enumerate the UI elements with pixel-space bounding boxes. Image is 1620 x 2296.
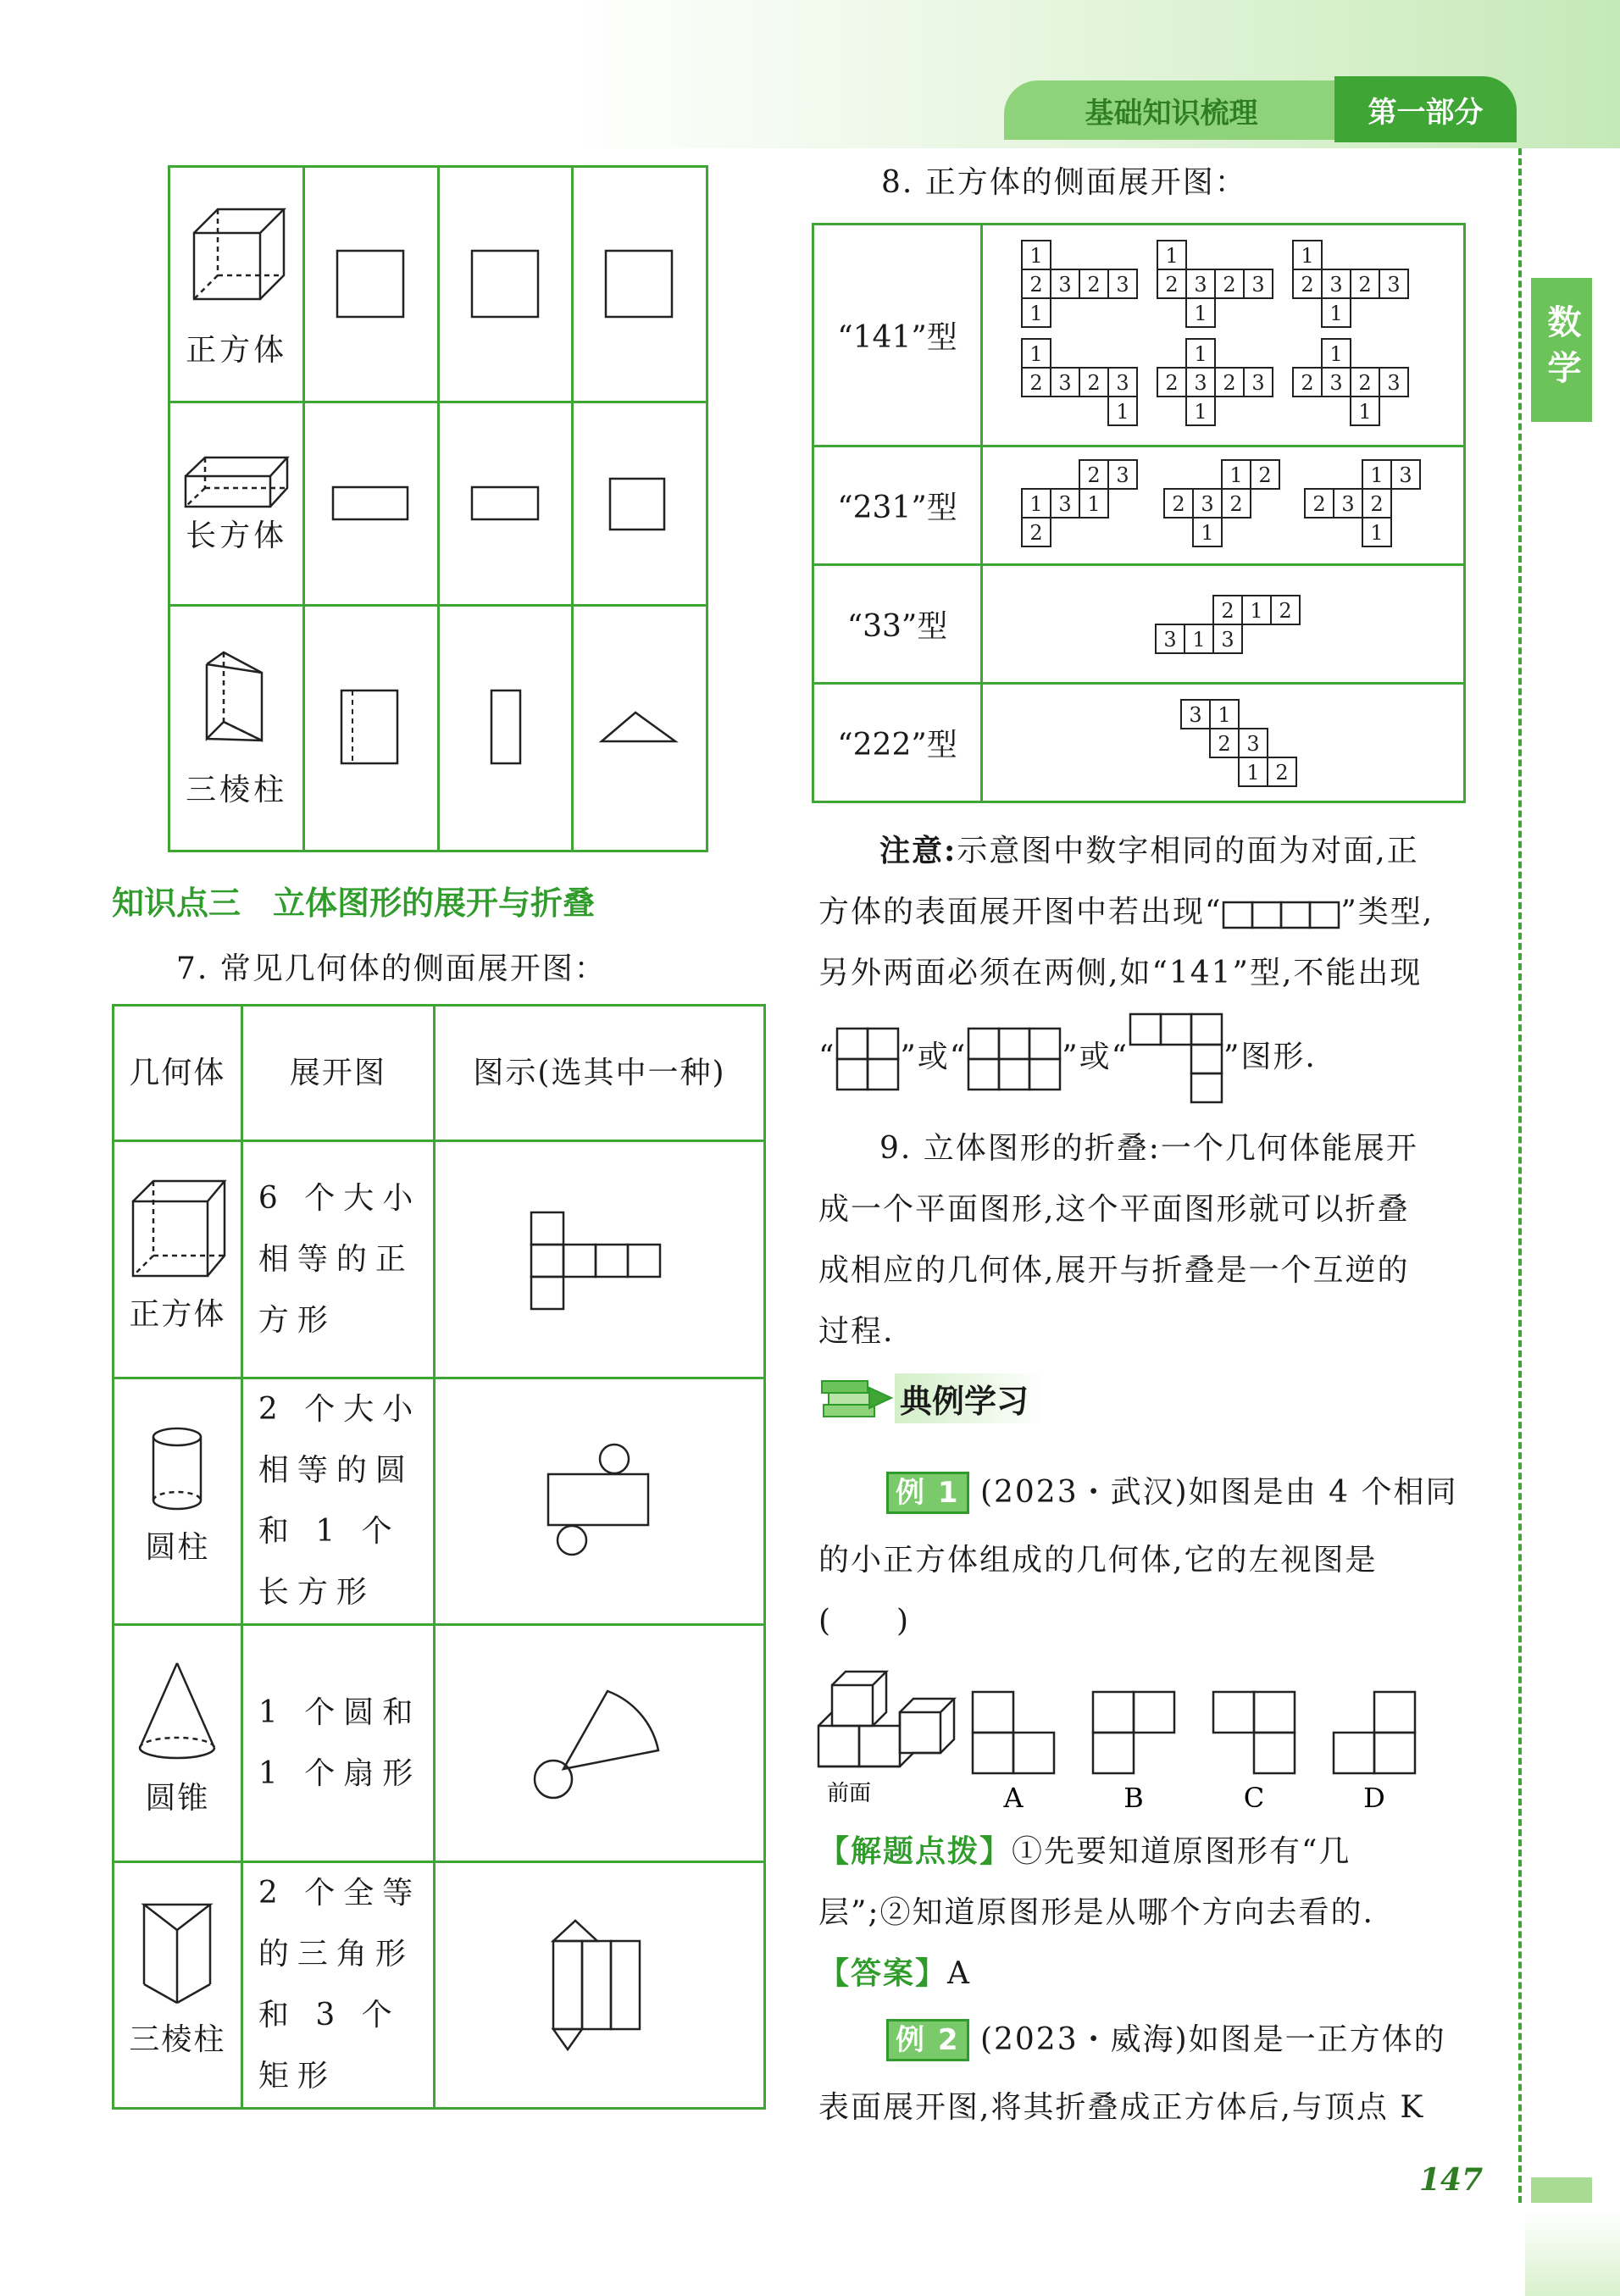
answer-value: A <box>947 1956 972 1991</box>
svg-text:1: 1 <box>1200 520 1214 545</box>
net-diagrams-cell <box>982 684 1465 802</box>
net-cell <box>1186 368 1215 397</box>
svg-text:1: 1 <box>1029 301 1043 325</box>
item-9-line: 过程. <box>818 1314 895 1349</box>
net-cell <box>1305 489 1334 518</box>
solid-name: 长方体 <box>186 519 288 553</box>
solid-cell <box>114 1141 242 1378</box>
triangle-view-icon <box>597 707 682 750</box>
svg-text:2: 2 <box>1086 272 1101 297</box>
svg-text:2: 2 <box>1086 370 1101 395</box>
net-diagram-cell <box>434 1141 764 1378</box>
net-cell <box>1268 757 1296 786</box>
option-label: C <box>1243 1782 1265 1813</box>
cube-net-icon <box>527 1209 671 1311</box>
net-cell <box>1022 339 1051 368</box>
examples-heading <box>818 1373 1046 1423</box>
item-9-line: 成相应的几何体,展开与折叠是一个互逆的 <box>818 1253 1410 1288</box>
solid-cell <box>169 402 304 606</box>
svg-text:1: 1 <box>1193 399 1207 424</box>
note-text: 方体的表面展开图中若出现“ <box>818 895 1223 929</box>
net-cell <box>1362 518 1391 546</box>
prism-icon <box>198 647 275 766</box>
answer-label: 【答案】 <box>818 1956 948 1991</box>
net-cell <box>1213 596 1242 624</box>
net-cell <box>1242 596 1271 624</box>
svg-text:2: 2 <box>1222 272 1236 297</box>
subject-label: 数学 <box>1542 304 1581 396</box>
net-cell <box>1157 269 1186 298</box>
svg-text:1: 1 <box>1086 491 1101 516</box>
net-cell <box>1022 298 1051 327</box>
net-cell <box>1156 624 1184 653</box>
svg-text:2: 2 <box>1300 370 1314 395</box>
view-cell <box>438 167 572 402</box>
svg-text:2: 2 <box>1029 520 1043 545</box>
net-cell <box>1213 624 1242 653</box>
header-section-label: 基础知识梳理 <box>1085 96 1258 130</box>
t-shape-icon <box>1129 1012 1223 1106</box>
type-231-nets <box>1012 455 1435 557</box>
svg-text:2: 2 <box>1357 370 1372 395</box>
books-icon <box>818 1373 895 1423</box>
nets-table <box>112 1004 766 2110</box>
view-cell <box>573 167 707 402</box>
svg-text:2: 2 <box>1357 272 1372 297</box>
net-cell <box>1079 489 1108 518</box>
type-222-nets <box>1012 696 1435 790</box>
footer-band <box>1525 2211 1620 2296</box>
cube-net-types-table <box>812 223 1466 803</box>
net-cell <box>1322 339 1351 368</box>
hint-label: 【解题点拨】 <box>818 1834 1012 1869</box>
net-cell <box>1351 397 1379 425</box>
svg-text:2: 2 <box>1222 370 1236 395</box>
net-diagrams-cell <box>982 446 1465 565</box>
prism-net-icon <box>548 1917 650 2053</box>
net-cell <box>1108 368 1137 397</box>
net-diagram-cell <box>434 1378 764 1625</box>
type-label: “33”型 <box>813 565 982 684</box>
view-cell <box>304 606 439 851</box>
svg-text:2: 2 <box>1257 463 1272 487</box>
svg-text:1: 1 <box>1300 243 1314 268</box>
note-text: ”类型, <box>1340 895 1434 929</box>
cylinder-icon <box>147 1424 207 1517</box>
option-d-figure <box>1334 1692 1415 1773</box>
examples-title: 典例学习 <box>895 1373 1046 1423</box>
view-cell <box>573 402 707 606</box>
example-1-solution <box>818 1822 1471 2005</box>
svg-text:1: 1 <box>1329 301 1343 325</box>
svg-text:3: 3 <box>1220 627 1234 652</box>
svg-text:3: 3 <box>1246 731 1260 756</box>
footer-bar <box>1531 2177 1592 2203</box>
cone-icon <box>135 1658 219 1768</box>
cube-icon <box>126 1174 228 1284</box>
svg-text:1: 1 <box>1329 341 1343 366</box>
example-1-text: (2023・武汉)如图是由 4 个相同 <box>979 1475 1458 1510</box>
example-1-tag: 例 1 <box>886 1472 969 1514</box>
net-cell <box>1051 269 1079 298</box>
svg-text:1: 1 <box>1164 243 1179 268</box>
cuboid-icon <box>181 452 291 512</box>
type-33-nets <box>1012 591 1435 658</box>
item-9 <box>818 1118 1471 1362</box>
svg-text:3: 3 <box>1057 370 1072 395</box>
svg-text:2: 2 <box>1300 272 1314 297</box>
net-cell <box>1186 397 1215 425</box>
example-1 <box>818 1462 1471 1652</box>
prism-side-view-icon <box>485 686 527 771</box>
header-part-label: 第一部分 <box>1368 95 1484 130</box>
type-141-nets <box>1012 234 1435 437</box>
net-cell <box>1079 460 1108 489</box>
solid-name: 正方体 <box>129 1296 226 1332</box>
net-cell <box>1379 269 1408 298</box>
svg-text:1: 1 <box>1191 627 1206 652</box>
net-cell <box>1215 269 1244 298</box>
net-cell <box>1251 460 1279 489</box>
net-cell <box>1051 489 1079 518</box>
cylinder-net-icon <box>540 1442 658 1561</box>
header-section-tab <box>1004 80 1339 140</box>
note-text: “ <box>818 1040 836 1074</box>
svg-text:2: 2 <box>1164 370 1179 395</box>
option-label: B <box>1123 1782 1144 1813</box>
svg-text:2: 2 <box>1274 760 1289 785</box>
svg-text:3: 3 <box>1329 272 1343 297</box>
svg-text:3: 3 <box>1200 491 1214 516</box>
option-c-figure <box>1213 1692 1295 1773</box>
svg-text:3: 3 <box>1386 272 1401 297</box>
net-cell <box>1210 700 1239 729</box>
item-7: 7. 常见几何体的侧面展开图： <box>176 951 607 986</box>
svg-text:1: 1 <box>1029 243 1043 268</box>
four-in-row-icon <box>1222 899 1340 929</box>
svg-text:2: 2 <box>1217 731 1231 756</box>
net-cell <box>1157 368 1186 397</box>
svg-text:2: 2 <box>1029 272 1043 297</box>
svg-text:3: 3 <box>1162 627 1177 652</box>
header-cell: 展开图 <box>241 1006 434 1141</box>
svg-text:3: 3 <box>1115 463 1129 487</box>
net-cell <box>1108 397 1137 425</box>
net-cell <box>1239 729 1268 757</box>
solid-cell <box>114 1862 242 2109</box>
svg-text:2: 2 <box>1278 598 1292 623</box>
svg-text:2: 2 <box>1164 272 1179 297</box>
net-cell <box>1051 368 1079 397</box>
views-table <box>168 165 708 852</box>
solid-name: 三棱柱 <box>129 2022 226 2057</box>
svg-text:2: 2 <box>1229 491 1243 516</box>
solid-name: 圆柱 <box>145 1530 210 1565</box>
svg-text:2: 2 <box>1312 491 1326 516</box>
svg-text:1: 1 <box>1246 760 1260 785</box>
note-text: 示意图中数字相同的面为对面,正 <box>957 834 1419 868</box>
svg-text:1: 1 <box>1217 702 1231 727</box>
square-view-icon <box>606 474 674 534</box>
net-cell <box>1108 460 1137 489</box>
net-cell <box>1293 269 1322 298</box>
net-diagram-cell <box>434 1862 764 2109</box>
svg-text:1: 1 <box>1115 399 1129 424</box>
note-text: ”图形. <box>1223 1040 1317 1074</box>
net-cell <box>1186 298 1215 327</box>
margin-dashed-line <box>1518 148 1522 2203</box>
net-cell <box>1239 757 1268 786</box>
net-cell <box>1022 518 1051 546</box>
svg-text:2: 2 <box>1086 463 1101 487</box>
svg-text:2: 2 <box>1220 598 1234 623</box>
rectangle-view-icon <box>329 483 413 525</box>
hint-text: 层”;②知道原图形是从哪个方向去看的. <box>818 1895 1374 1930</box>
net-cell <box>1186 339 1215 368</box>
svg-text:1: 1 <box>1193 301 1207 325</box>
net-cell <box>1322 269 1351 298</box>
example-2-text: (2023・威海)如图是一正方体的 <box>979 2022 1446 2057</box>
net-diagrams-cell <box>982 565 1465 684</box>
svg-text:3: 3 <box>1057 272 1072 297</box>
net-cell <box>1293 368 1322 397</box>
example-2 <box>818 2010 1471 2138</box>
net-cell <box>1157 241 1186 269</box>
view-cell <box>304 402 439 606</box>
net-cell <box>1215 368 1244 397</box>
svg-text:3: 3 <box>1057 491 1072 516</box>
net-cell <box>1222 460 1251 489</box>
net-cell <box>1244 269 1273 298</box>
svg-text:3: 3 <box>1251 370 1265 395</box>
svg-text:3: 3 <box>1340 491 1355 516</box>
note-label: 注意: <box>879 833 957 868</box>
item-8: 8. 正方体的侧面展开图： <box>881 165 1247 200</box>
cone-net-icon <box>531 1684 667 1803</box>
note-text: ”或“ <box>900 1040 968 1074</box>
svg-text:1: 1 <box>1369 520 1384 545</box>
item-9-line: 成一个平面图形,这个平面图形就可以折叠 <box>818 1192 1410 1227</box>
solid-name: 正方体 <box>186 333 288 368</box>
example-1-figures <box>815 1665 1476 1813</box>
net-cell <box>1222 489 1251 518</box>
net-cell <box>1186 269 1215 298</box>
solid-cell <box>169 606 304 851</box>
net-cell <box>1181 700 1210 729</box>
net-description: 1 个圆和 1 个扇形 <box>241 1625 434 1862</box>
note-text: ”或“ <box>1062 1040 1129 1074</box>
note-text: 另外两面必须在两侧,如“141”型,不能出现 <box>818 956 1423 990</box>
net-cell <box>1244 368 1273 397</box>
square-view-icon <box>333 247 409 323</box>
net-cell <box>1184 624 1213 653</box>
svg-text:2: 2 <box>1171 491 1185 516</box>
type-label: “222”型 <box>813 684 982 802</box>
svg-text:1: 1 <box>1193 341 1207 366</box>
example-2-text: 表面展开图,将其折叠成正方体后,与顶点 K <box>818 2090 1425 2125</box>
net-cell <box>1379 368 1408 397</box>
rectangle-view-icon <box>468 483 544 525</box>
net-cell <box>1293 241 1322 269</box>
view-cell <box>438 606 572 851</box>
net-cell <box>1210 729 1239 757</box>
header-part-tab <box>1334 76 1517 142</box>
prism-front-view-icon <box>337 686 405 771</box>
example-1-text: 的小正方体组成的几何体,它的左视图是 <box>818 1543 1378 1578</box>
type-label: “141”型 <box>813 225 982 446</box>
net-cell <box>1334 489 1362 518</box>
example-2-tag: 例 2 <box>886 2019 969 2061</box>
view-cell <box>573 606 707 851</box>
net-cell <box>1079 269 1108 298</box>
svg-text:1: 1 <box>1029 491 1043 516</box>
net-cell <box>1351 368 1379 397</box>
hint-text: ①先要知道原图形有“几 <box>1012 1834 1351 1869</box>
note-paragraph <box>818 820 1471 1106</box>
net-cell <box>1322 298 1351 327</box>
header-cell: 图示(选其中一种) <box>434 1006 764 1141</box>
svg-text:3: 3 <box>1398 463 1412 487</box>
svg-text:1: 1 <box>1369 463 1384 487</box>
knowledge-point-title: 知识点三 立体图形的展开与折叠 <box>112 885 596 922</box>
view-cell <box>438 402 572 606</box>
svg-text:2: 2 <box>1029 370 1043 395</box>
net-description: 2 个大小相等的圆和 1 个长方形 <box>241 1378 434 1625</box>
net-cell <box>1022 489 1051 518</box>
two-by-three-icon <box>967 1027 1062 1091</box>
square-view-icon <box>602 247 678 323</box>
prism-icon <box>139 1899 215 2010</box>
front-label: 前面 <box>826 1781 872 1806</box>
svg-text:1: 1 <box>1029 341 1043 366</box>
svg-text:1: 1 <box>1249 598 1263 623</box>
svg-text:3: 3 <box>1115 370 1129 395</box>
svg-text:3: 3 <box>1251 272 1265 297</box>
net-cell <box>1193 518 1222 546</box>
option-b-figure <box>1093 1692 1174 1773</box>
svg-text:1: 1 <box>1357 399 1372 424</box>
net-cell <box>1022 269 1051 298</box>
svg-text:3: 3 <box>1188 702 1202 727</box>
svg-text:3: 3 <box>1193 370 1207 395</box>
svg-text:1: 1 <box>1229 463 1243 487</box>
page-number: 147 <box>1419 2162 1484 2198</box>
svg-text:3: 3 <box>1193 272 1207 297</box>
solid-figure <box>818 1672 954 1766</box>
net-cell <box>1022 368 1051 397</box>
example-1-text: ( ) <box>818 1604 911 1639</box>
solid-cell <box>169 167 304 402</box>
net-description: 2 个全等的三角形和 3 个矩形 <box>241 1862 434 2109</box>
option-label: A <box>1003 1782 1024 1813</box>
net-cell <box>1351 269 1379 298</box>
solid-cell <box>114 1625 242 1862</box>
subject-side-tab <box>1531 278 1592 422</box>
square-view-icon <box>468 247 544 323</box>
net-cell <box>1322 368 1351 397</box>
net-cell <box>1362 460 1391 489</box>
net-diagrams-cell <box>982 225 1465 446</box>
net-cell <box>1022 241 1051 269</box>
net-cell <box>1108 269 1137 298</box>
net-description: 6 个大小相等的正方形 <box>241 1141 434 1378</box>
view-cell <box>304 167 439 402</box>
option-a-figure <box>973 1692 1054 1773</box>
net-cell <box>1164 489 1193 518</box>
item-9-line: 9. 立体图形的折叠:一个几何体能展开 <box>879 1131 1418 1166</box>
svg-text:3: 3 <box>1329 370 1343 395</box>
svg-text:3: 3 <box>1115 272 1129 297</box>
net-cell <box>1271 596 1300 624</box>
header-cell: 几何体 <box>114 1006 242 1141</box>
two-by-two-icon <box>835 1027 900 1091</box>
net-cell <box>1193 489 1222 518</box>
type-label: “231”型 <box>813 446 982 565</box>
net-cell <box>1362 489 1391 518</box>
net-cell <box>1079 368 1108 397</box>
cube-icon <box>186 199 287 326</box>
solid-name: 圆锥 <box>145 1780 210 1816</box>
net-diagram-cell <box>434 1625 764 1862</box>
option-label: D <box>1363 1782 1385 1813</box>
solid-cell <box>114 1378 242 1625</box>
solid-name: 三棱柱 <box>186 773 288 807</box>
svg-text:3: 3 <box>1386 370 1401 395</box>
svg-text:2: 2 <box>1369 491 1384 516</box>
net-cell <box>1391 460 1420 489</box>
